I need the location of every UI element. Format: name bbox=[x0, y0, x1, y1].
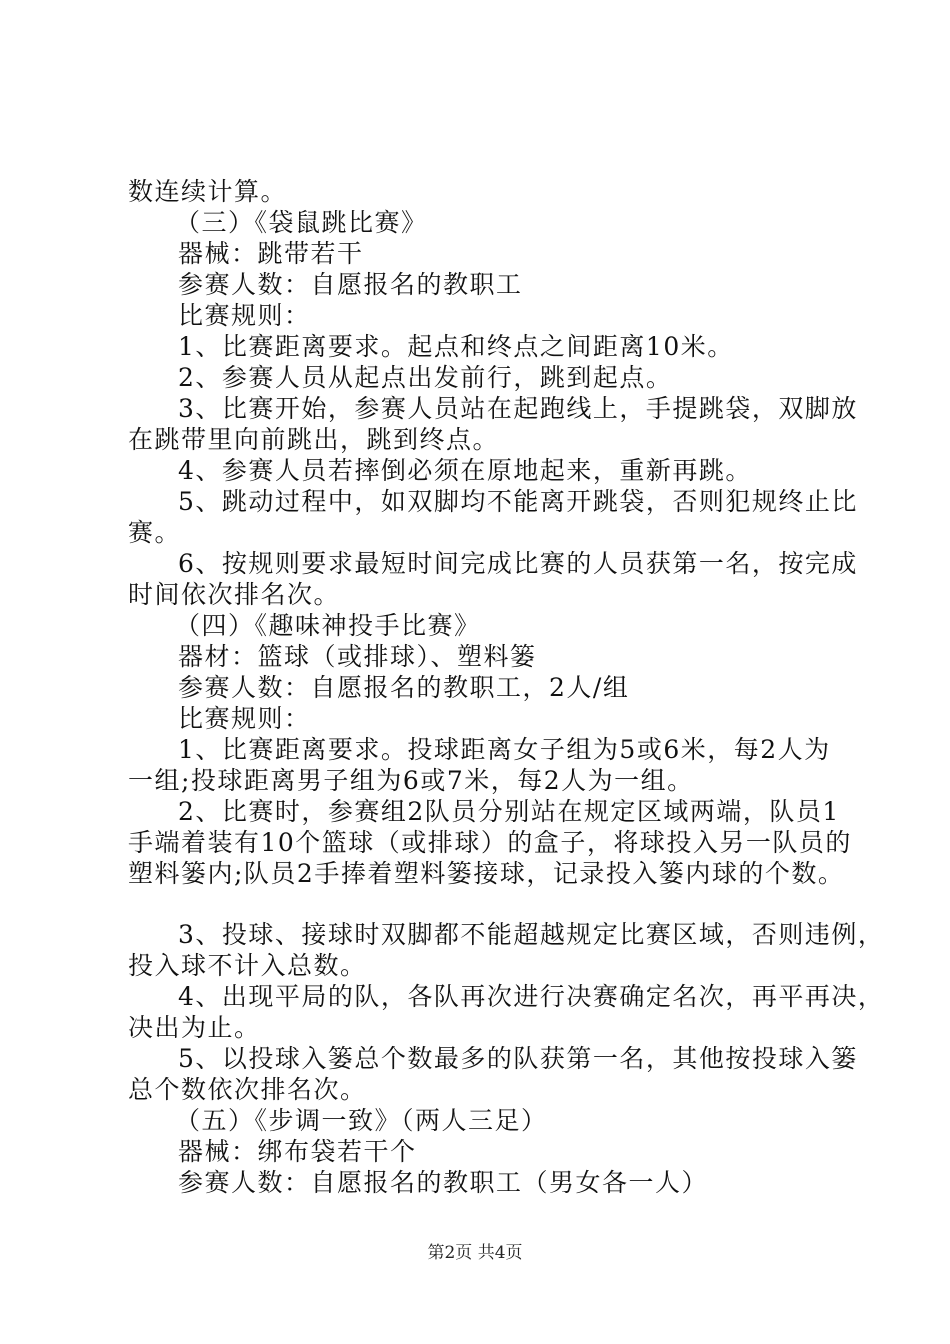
section-heading: （四）《趣味神投手比赛》 bbox=[175, 611, 481, 640]
text-line: 参赛人数：自愿报名的教职工 bbox=[178, 270, 523, 299]
page-number-footer: 第2页 共4页 bbox=[427, 1243, 523, 1263]
text-line: 投入球不计入总数。 bbox=[128, 951, 367, 980]
text-line: 器材：篮球（或排球）、塑料篓 bbox=[178, 642, 537, 671]
text-line: 在跳带里向前跳出，跳到终点。 bbox=[128, 425, 500, 454]
text-line: 2、比赛时，参赛组2队员分别站在规定区域两端，队员1 bbox=[178, 797, 840, 826]
text-line: 一组;投球距离男子组为6或7米，每2人为一组。 bbox=[128, 766, 694, 795]
text-line: 数连续计算。 bbox=[128, 177, 288, 206]
text-line: 5、跳动过程中，如双脚均不能离开跳袋，否则犯规终止比 bbox=[178, 487, 858, 516]
text-line: 1、比赛距离要求。起点和终点之间距离10米。 bbox=[178, 332, 734, 361]
text-line: 4、参赛人员若摔倒必须在原地起来，重新再跳。 bbox=[178, 456, 752, 485]
text-line: 3、投球、接球时双脚都不能超越规定比赛区域，否则违例， bbox=[178, 920, 885, 949]
text-line: 比赛规则： bbox=[178, 704, 311, 733]
text-line: 4、出现平局的队，各队再次进行决赛确定名次，再平再决， bbox=[178, 982, 885, 1011]
text-line: 决出为止。 bbox=[128, 1013, 261, 1042]
text-line: 6、按规则要求最短时间完成比赛的人员获第一名，按完成 bbox=[178, 549, 858, 578]
text-line: 5、以投球入篓总个数最多的队获第一名，其他按投球入篓 bbox=[178, 1044, 858, 1073]
section-heading: （三）《袋鼠跳比赛》 bbox=[175, 208, 428, 237]
text-line: 器械：跳带若干 bbox=[178, 239, 364, 268]
text-line: 塑料篓内;队员2手捧着塑料篓接球，记录投入篓内球的个数。 bbox=[128, 859, 845, 888]
text-line: 时间依次排名次。 bbox=[128, 580, 341, 609]
text-line: 2、参赛人员从起点出发前行，跳到起点。 bbox=[178, 363, 673, 392]
text-line: 总个数依次排名次。 bbox=[128, 1075, 367, 1104]
text-line: 比赛规则： bbox=[178, 301, 311, 330]
text-line: 赛。 bbox=[128, 518, 182, 547]
text-line: 参赛人数：自愿报名的教职工，2人/组 bbox=[178, 673, 630, 702]
text-line: 1、比赛距离要求。投球距离女子组为5或6米，每2人为 bbox=[178, 735, 831, 764]
text-line: 参赛人数：自愿报名的教职工（男女各一人） bbox=[178, 1168, 709, 1197]
text-line: 3、比赛开始，参赛人员站在起跑线上，手提跳袋，双脚放 bbox=[178, 394, 858, 423]
text-line: 器械：绑布袋若干个 bbox=[178, 1137, 417, 1166]
section-heading: （五）《步调一致》（两人三足） bbox=[175, 1106, 548, 1135]
text-line: 手端着装有10个篮球（或排球）的盒子，将球投入另一队员的 bbox=[128, 828, 852, 857]
